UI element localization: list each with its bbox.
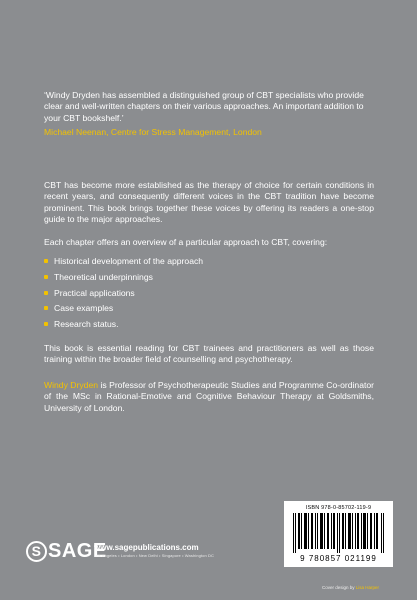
barcode [284, 501, 393, 567]
list-item: Case examples [44, 303, 203, 319]
bullet-icon [44, 259, 48, 263]
bullet-icon [44, 322, 48, 326]
author-bio [44, 380, 374, 414]
list-item: Historical development of the approach [44, 256, 203, 272]
list-item: Research status. [44, 319, 203, 335]
cover-design-credit: Cover design by Lisa Harper [322, 585, 380, 590]
barcode-number: 9 780857 021199 [300, 554, 377, 563]
publisher-cities: Los Angeles • London • New Delhi • Singapore • Washington DC [94, 553, 214, 558]
list-item: Practical applications [44, 288, 203, 304]
publisher-info [94, 543, 214, 558]
chapter-overview-text: Each chapter offers an overview of a particular approach to CBT, covering: [44, 237, 328, 247]
intro-paragraph: CBT has become more established as the therapy of choice for certain conditions in recent years, and consequently different voices in the CBT tradition have become prominent. This book brings together these voices by offering its readers a one-stop guide to the major approaches. [44, 180, 374, 225]
list-item: Theoretical underpinnings [44, 272, 203, 288]
author-bio-text: is Professor of Psychotherapeutic Studies and Programme Co-ordinator of the MSc in Rational-Emotive and Cognitive Behaviour Therapy at Goldsmiths, University of London. [44, 380, 374, 413]
publisher-url[interactable]: www.sagepublications.com [94, 543, 199, 552]
coverage-list [44, 256, 203, 335]
barcode-bars-icon [293, 513, 385, 553]
bullet-icon [44, 275, 48, 279]
sage-logo-icon: S [26, 541, 47, 562]
bullet-icon [44, 291, 48, 295]
endorsement-quote: ‘Windy Dryden has assembled a distinguished group of CBT specialists who provide clear and well-written chapters on their various approaches. An important addition to your CBT bookshelf.’ [44, 90, 364, 123]
endorsement-attribution: Michael Neenan, Centre for Stress Management, London [44, 127, 262, 137]
logo-text: SAGE [48, 540, 107, 562]
isbn-label: ISBN 978-0-85702-119-9 [305, 505, 372, 511]
bullet-icon [44, 306, 48, 310]
essential-reading-paragraph: This book is essential reading for CBT trainees and practitioners as well as those training within the broader field of counselling and psychotherapy. [44, 343, 374, 365]
author-name: Windy Dryden [44, 380, 99, 390]
